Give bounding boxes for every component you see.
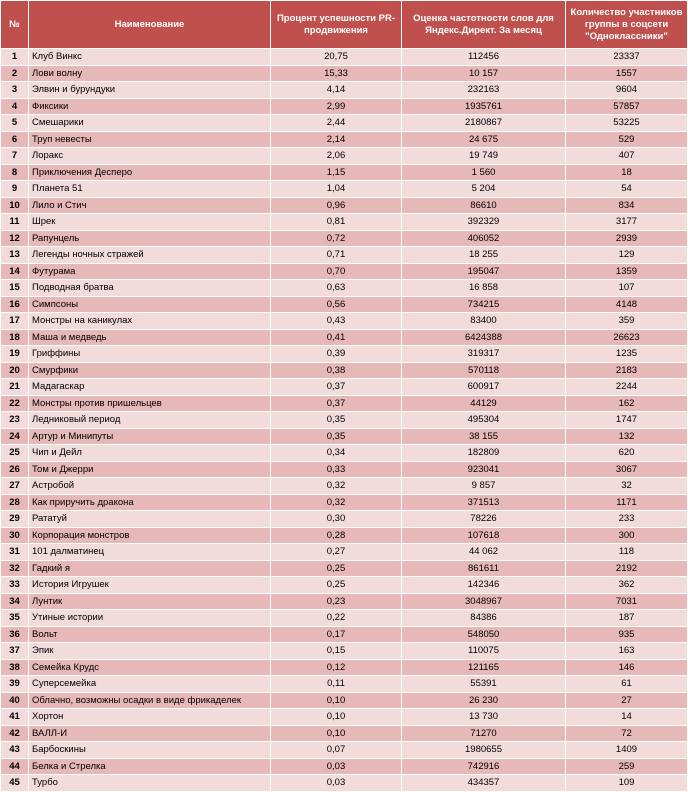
row-yandex: 1935761 — [402, 98, 566, 115]
row-number: 19 — [1, 346, 29, 363]
table-row — [1, 445, 688, 462]
row-odnoklassniki: 2183 — [566, 362, 688, 379]
row-percent: 4,14 — [271, 82, 402, 99]
row-percent: 20,75 — [271, 49, 402, 66]
row-yandex: 600917 — [402, 379, 566, 396]
row-yandex: 16 858 — [402, 280, 566, 297]
row-yandex: 3048967 — [402, 593, 566, 610]
row-odnoklassniki: 1359 — [566, 263, 688, 280]
row-odnoklassniki: 9604 — [566, 82, 688, 99]
row-percent: 0,22 — [271, 610, 402, 627]
row-percent: 0,10 — [271, 725, 402, 742]
header-name: Наименование — [29, 1, 271, 49]
row-name: Вольт — [29, 626, 271, 643]
row-number: 24 — [1, 428, 29, 445]
row-name: Семейка Крудс — [29, 659, 271, 676]
row-number: 26 — [1, 461, 29, 478]
row-odnoklassniki: 4148 — [566, 296, 688, 313]
row-percent: 0,37 — [271, 395, 402, 412]
row-number: 17 — [1, 313, 29, 330]
table-row — [1, 758, 688, 775]
row-percent: 0,39 — [271, 346, 402, 363]
table-row — [1, 577, 688, 594]
row-percent: 0,11 — [271, 676, 402, 693]
row-number: 33 — [1, 577, 29, 594]
row-name: История Игрушек — [29, 577, 271, 594]
row-odnoklassniki: 233 — [566, 511, 688, 528]
row-odnoklassniki: 3177 — [566, 214, 688, 231]
row-odnoklassniki: 61 — [566, 676, 688, 693]
table-row — [1, 544, 688, 561]
row-yandex: 26 230 — [402, 692, 566, 709]
row-name: Барбоскины — [29, 742, 271, 759]
row-yandex: 371513 — [402, 494, 566, 511]
row-name: Рапунцель — [29, 230, 271, 247]
row-yandex: 44 062 — [402, 544, 566, 561]
table-row — [1, 461, 688, 478]
row-number: 34 — [1, 593, 29, 610]
table-row — [1, 395, 688, 412]
header-odnoklassniki: Количество участников группы в соцсети "Одноклассники" — [566, 1, 688, 49]
table-body — [1, 49, 688, 792]
row-percent: 0,10 — [271, 709, 402, 726]
table-row — [1, 742, 688, 759]
row-number: 21 — [1, 379, 29, 396]
row-percent: 0,37 — [271, 379, 402, 396]
row-yandex: 10 157 — [402, 65, 566, 82]
row-number: 6 — [1, 131, 29, 148]
row-odnoklassniki: 1235 — [566, 346, 688, 363]
row-yandex: 392329 — [402, 214, 566, 231]
row-yandex: 1 560 — [402, 164, 566, 181]
table-row — [1, 49, 688, 66]
row-odnoklassniki: 1409 — [566, 742, 688, 759]
row-number: 37 — [1, 643, 29, 660]
row-number: 45 — [1, 775, 29, 792]
row-percent: 0,15 — [271, 643, 402, 660]
row-yandex: 742916 — [402, 758, 566, 775]
table-row — [1, 478, 688, 495]
row-odnoklassniki: 407 — [566, 148, 688, 165]
row-number: 31 — [1, 544, 29, 561]
row-number: 4 — [1, 98, 29, 115]
row-percent: 0,70 — [271, 263, 402, 280]
row-percent: 0,41 — [271, 329, 402, 346]
row-percent: 0,25 — [271, 560, 402, 577]
row-name: Монстры на каникулах — [29, 313, 271, 330]
table-row — [1, 775, 688, 792]
row-number: 40 — [1, 692, 29, 709]
row-number: 15 — [1, 280, 29, 297]
table-row — [1, 280, 688, 297]
table-row — [1, 148, 688, 165]
table-row — [1, 527, 688, 544]
row-yandex: 78226 — [402, 511, 566, 528]
row-percent: 0,25 — [271, 577, 402, 594]
row-percent: 0,27 — [271, 544, 402, 561]
row-name: Мадагаскар — [29, 379, 271, 396]
row-odnoklassniki: 2244 — [566, 379, 688, 396]
row-odnoklassniki: 187 — [566, 610, 688, 627]
row-number: 1 — [1, 49, 29, 66]
row-odnoklassniki: 1557 — [566, 65, 688, 82]
row-yandex: 55391 — [402, 676, 566, 693]
row-name: Ледниковый период — [29, 412, 271, 429]
row-name: Монстры против пришельцев — [29, 395, 271, 412]
row-percent: 0,32 — [271, 494, 402, 511]
row-number: 11 — [1, 214, 29, 231]
table-row — [1, 82, 688, 99]
row-odnoklassniki: 53225 — [566, 115, 688, 132]
table-row — [1, 346, 688, 363]
row-percent: 0,07 — [271, 742, 402, 759]
row-yandex: 195047 — [402, 263, 566, 280]
table-row — [1, 610, 688, 627]
row-name: Элвин и бурундуки — [29, 82, 271, 99]
row-name: Чип и Дейл — [29, 445, 271, 462]
row-number: 5 — [1, 115, 29, 132]
table-row — [1, 181, 688, 198]
row-odnoklassniki: 54 — [566, 181, 688, 198]
row-percent: 0,33 — [271, 461, 402, 478]
row-yandex: 121165 — [402, 659, 566, 676]
row-number: 8 — [1, 164, 29, 181]
row-odnoklassniki: 162 — [566, 395, 688, 412]
row-odnoklassniki: 118 — [566, 544, 688, 561]
row-name: Клуб Винкс — [29, 49, 271, 66]
table-row — [1, 494, 688, 511]
row-odnoklassniki: 163 — [566, 643, 688, 660]
row-yandex: 2180867 — [402, 115, 566, 132]
row-number: 29 — [1, 511, 29, 528]
row-yandex: 548050 — [402, 626, 566, 643]
row-number: 35 — [1, 610, 29, 627]
row-number: 13 — [1, 247, 29, 264]
row-name: Лоракс — [29, 148, 271, 165]
row-odnoklassniki: 27 — [566, 692, 688, 709]
header-percent: Процент успешности PR-продвижения — [271, 1, 402, 49]
row-name: Суперсемейка — [29, 676, 271, 693]
row-percent: 1,04 — [271, 181, 402, 198]
row-name: Утиные истории — [29, 610, 271, 627]
row-odnoklassniki: 7031 — [566, 593, 688, 610]
row-name: Приключения Десперо — [29, 164, 271, 181]
row-number: 41 — [1, 709, 29, 726]
row-odnoklassniki: 1171 — [566, 494, 688, 511]
row-name: Том и Джерри — [29, 461, 271, 478]
table-row — [1, 643, 688, 660]
row-yandex: 107618 — [402, 527, 566, 544]
table-row — [1, 214, 688, 231]
row-number: 10 — [1, 197, 29, 214]
table-row — [1, 131, 688, 148]
row-yandex: 71270 — [402, 725, 566, 742]
row-name: Облачно, возможны осадки в виде фрикаделек — [29, 692, 271, 709]
row-odnoklassniki: 935 — [566, 626, 688, 643]
row-number: 7 — [1, 148, 29, 165]
row-name: Белка и Стрелка — [29, 758, 271, 775]
row-odnoklassniki: 146 — [566, 659, 688, 676]
row-yandex: 24 675 — [402, 131, 566, 148]
row-name: Футурама — [29, 263, 271, 280]
row-name: Эпик — [29, 643, 271, 660]
row-number: 44 — [1, 758, 29, 775]
row-odnoklassniki: 107 — [566, 280, 688, 297]
row-number: 28 — [1, 494, 29, 511]
table-row — [1, 709, 688, 726]
row-number: 32 — [1, 560, 29, 577]
table-row — [1, 230, 688, 247]
row-yandex: 44129 — [402, 395, 566, 412]
row-odnoklassniki: 109 — [566, 775, 688, 792]
row-odnoklassniki: 23337 — [566, 49, 688, 66]
row-odnoklassniki: 1747 — [566, 412, 688, 429]
row-odnoklassniki: 2192 — [566, 560, 688, 577]
row-yandex: 86610 — [402, 197, 566, 214]
table-row — [1, 725, 688, 742]
row-number: 3 — [1, 82, 29, 99]
table-row — [1, 428, 688, 445]
row-name: Шрек — [29, 214, 271, 231]
row-yandex: 232163 — [402, 82, 566, 99]
row-name: Маша и медведь — [29, 329, 271, 346]
table-row — [1, 98, 688, 115]
row-yandex: 406052 — [402, 230, 566, 247]
row-number: 18 — [1, 329, 29, 346]
row-number: 2 — [1, 65, 29, 82]
row-name: Турбо — [29, 775, 271, 792]
table-row — [1, 511, 688, 528]
row-odnoklassniki: 620 — [566, 445, 688, 462]
row-percent: 0,10 — [271, 692, 402, 709]
row-percent: 0,56 — [271, 296, 402, 313]
table-row — [1, 247, 688, 264]
row-yandex: 5 204 — [402, 181, 566, 198]
row-percent: 15,33 — [271, 65, 402, 82]
row-name: Планета 51 — [29, 181, 271, 198]
row-name: Гриффины — [29, 346, 271, 363]
row-name: Артур и Минипуты — [29, 428, 271, 445]
row-name: Лови волну — [29, 65, 271, 82]
table-row — [1, 313, 688, 330]
row-name: Как приручить дракона — [29, 494, 271, 511]
row-yandex: 13 730 — [402, 709, 566, 726]
table-row — [1, 329, 688, 346]
table-row — [1, 560, 688, 577]
row-percent: 0,12 — [271, 659, 402, 676]
row-name: Симпсоны — [29, 296, 271, 313]
table-row — [1, 593, 688, 610]
row-number: 12 — [1, 230, 29, 247]
row-name: Смурфики — [29, 362, 271, 379]
table-row — [1, 164, 688, 181]
header-yandex: Оценка частотности слов для Яндекс.Директ. За месяц — [402, 1, 566, 49]
row-name: 101 далматинец — [29, 544, 271, 561]
row-odnoklassniki: 3067 — [566, 461, 688, 478]
row-odnoklassniki: 72 — [566, 725, 688, 742]
row-name: Корпорация монстров — [29, 527, 271, 544]
table-row — [1, 659, 688, 676]
row-percent: 0,23 — [271, 593, 402, 610]
row-number: 43 — [1, 742, 29, 759]
table-row — [1, 197, 688, 214]
header-row — [1, 1, 688, 49]
row-number: 9 — [1, 181, 29, 198]
row-percent: 0,35 — [271, 428, 402, 445]
table-header — [1, 1, 688, 49]
table-row — [1, 263, 688, 280]
row-odnoklassniki: 529 — [566, 131, 688, 148]
row-percent: 1,15 — [271, 164, 402, 181]
row-number: 39 — [1, 676, 29, 693]
row-yandex: 83400 — [402, 313, 566, 330]
row-percent: 0,17 — [271, 626, 402, 643]
row-percent: 2,44 — [271, 115, 402, 132]
row-odnoklassniki: 362 — [566, 577, 688, 594]
row-percent: 0,71 — [271, 247, 402, 264]
row-percent: 2,99 — [271, 98, 402, 115]
row-yandex: 38 155 — [402, 428, 566, 445]
row-name: Лунтик — [29, 593, 271, 610]
row-name: Лило и Стич — [29, 197, 271, 214]
row-number: 38 — [1, 659, 29, 676]
row-name: Рататуй — [29, 511, 271, 528]
row-percent: 0,30 — [271, 511, 402, 528]
table-row — [1, 676, 688, 693]
row-name: Гадкий я — [29, 560, 271, 577]
row-number: 27 — [1, 478, 29, 495]
row-yandex: 734215 — [402, 296, 566, 313]
row-percent: 2,06 — [271, 148, 402, 165]
row-odnoklassniki: 259 — [566, 758, 688, 775]
row-name: Подводная братва — [29, 280, 271, 297]
row-percent: 0,03 — [271, 758, 402, 775]
table-row — [1, 115, 688, 132]
row-number: 30 — [1, 527, 29, 544]
header-num: № — [1, 1, 29, 49]
row-number: 16 — [1, 296, 29, 313]
row-yandex: 923041 — [402, 461, 566, 478]
table-row — [1, 412, 688, 429]
row-percent: 0,43 — [271, 313, 402, 330]
row-odnoklassniki: 129 — [566, 247, 688, 264]
row-percent: 2,14 — [271, 131, 402, 148]
row-odnoklassniki: 18 — [566, 164, 688, 181]
row-number: 22 — [1, 395, 29, 412]
row-yandex: 6424388 — [402, 329, 566, 346]
row-yandex: 1980655 — [402, 742, 566, 759]
table-row — [1, 362, 688, 379]
row-name: Фиксики — [29, 98, 271, 115]
row-name: Астробой — [29, 478, 271, 495]
row-odnoklassniki: 132 — [566, 428, 688, 445]
row-percent: 0,03 — [271, 775, 402, 792]
row-yandex: 142346 — [402, 577, 566, 594]
row-yandex: 182809 — [402, 445, 566, 462]
row-percent: 0,38 — [271, 362, 402, 379]
row-yandex: 84386 — [402, 610, 566, 627]
row-odnoklassniki: 2939 — [566, 230, 688, 247]
row-percent: 0,35 — [271, 412, 402, 429]
table-row — [1, 626, 688, 643]
row-number: 36 — [1, 626, 29, 643]
row-percent: 0,72 — [271, 230, 402, 247]
table-row — [1, 65, 688, 82]
row-yandex: 112456 — [402, 49, 566, 66]
row-odnoklassniki: 359 — [566, 313, 688, 330]
row-percent: 0,63 — [271, 280, 402, 297]
row-number: 23 — [1, 412, 29, 429]
row-percent: 0,96 — [271, 197, 402, 214]
row-yandex: 110075 — [402, 643, 566, 660]
row-name: Смешарики — [29, 115, 271, 132]
table-row — [1, 379, 688, 396]
row-odnoklassniki: 14 — [566, 709, 688, 726]
row-name: ВАЛЛ-И — [29, 725, 271, 742]
table-row — [1, 296, 688, 313]
row-odnoklassniki: 834 — [566, 197, 688, 214]
row-percent: 0,32 — [271, 478, 402, 495]
row-odnoklassniki: 57857 — [566, 98, 688, 115]
row-percent: 0,81 — [271, 214, 402, 231]
row-odnoklassniki: 26623 — [566, 329, 688, 346]
row-yandex: 18 255 — [402, 247, 566, 264]
row-number: 25 — [1, 445, 29, 462]
row-yandex: 495304 — [402, 412, 566, 429]
table-row — [1, 692, 688, 709]
row-number: 42 — [1, 725, 29, 742]
row-odnoklassniki: 300 — [566, 527, 688, 544]
row-yandex: 9 857 — [402, 478, 566, 495]
row-name: Труп невесты — [29, 131, 271, 148]
row-number: 14 — [1, 263, 29, 280]
row-odnoklassniki: 32 — [566, 478, 688, 495]
row-yandex: 570118 — [402, 362, 566, 379]
row-percent: 0,34 — [271, 445, 402, 462]
row-name: Хортон — [29, 709, 271, 726]
row-yandex: 434357 — [402, 775, 566, 792]
row-yandex: 19 749 — [402, 148, 566, 165]
row-percent: 0,28 — [271, 527, 402, 544]
row-number: 20 — [1, 362, 29, 379]
row-yandex: 861611 — [402, 560, 566, 577]
row-name: Легенды ночных стражей — [29, 247, 271, 264]
row-yandex: 319317 — [402, 346, 566, 363]
